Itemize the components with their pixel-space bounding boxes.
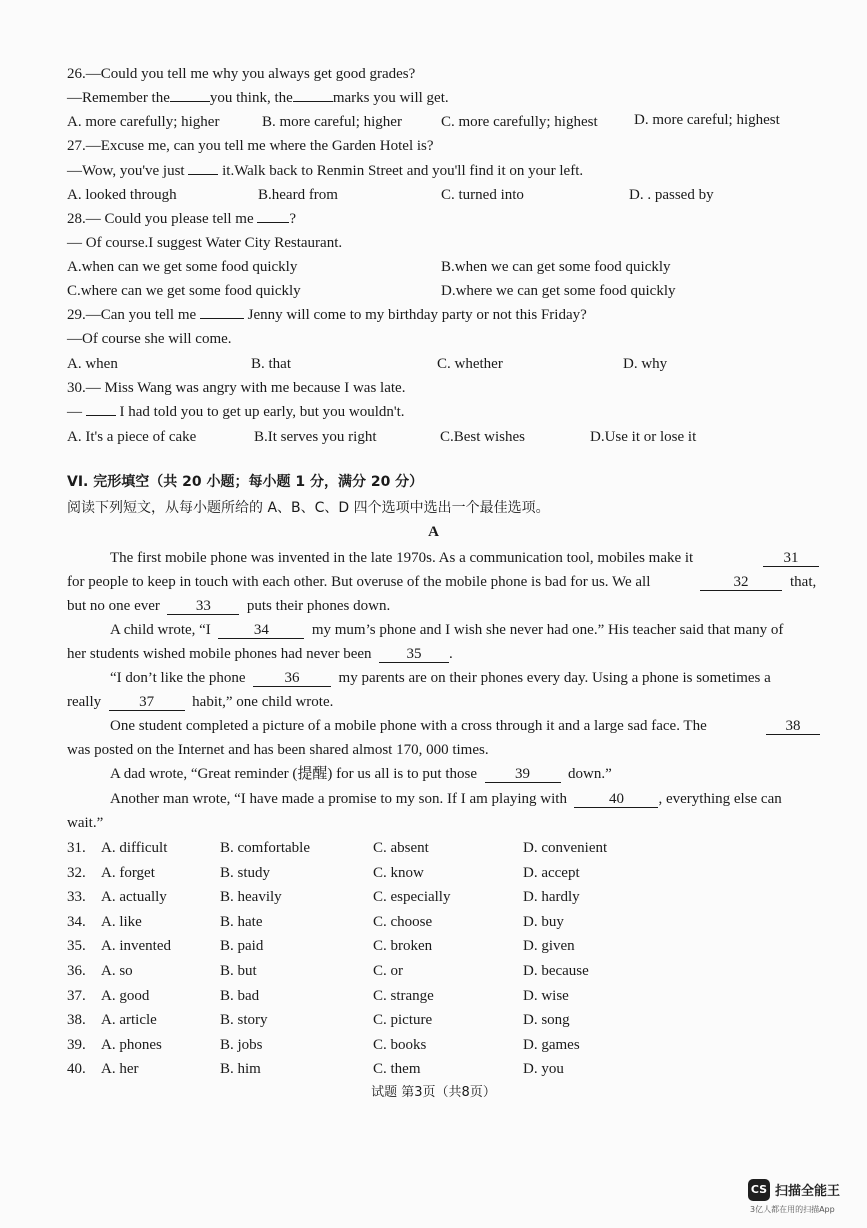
option-row [0,838,867,858]
q30-blank [86,415,116,416]
option-b: B. hate [220,914,263,930]
option-row [0,936,867,956]
option-b: B. study [220,865,271,881]
blank-33: 33 [167,598,239,615]
option-b: B. story [220,1012,268,1028]
option-d: D. song [523,1012,570,1028]
option-a: A. invented [101,938,171,954]
option-a: A. good [101,988,150,1004]
option-d: D. you [523,1061,564,1077]
q28-option-c: C.where can we get some food quickly [67,283,301,299]
q30-reply: — I had told you to get up early, but you wouldn't. [67,404,405,420]
passage-line-12: wait.” [67,815,104,831]
passage-label: A [428,524,439,540]
option-c: C. know [373,865,424,881]
option-a: A. article [101,1012,157,1028]
option-b: B. him [220,1061,261,1077]
passage-line-11: Another man wrote, “I have made a promise to my son. If I am playing with 40 , everything else can [110,791,782,807]
option-d: D. games [523,1037,580,1053]
q30-stem: 30.— Miss Wang was angry with me because I was late. [67,380,406,396]
question-number: 40. [67,1061,86,1077]
option-d: D. wise [523,988,569,1004]
passage-line-2-end: that, [790,574,817,590]
q27-option-d: D. . passed by [629,187,714,203]
option-c: C. or [373,963,403,979]
option-a: A. so [101,963,133,979]
q30-option-d: D.Use it or lose it [590,429,697,445]
blank-32: 32 [700,572,782,592]
q27-reply: —Wow, you've just it.Walk back to Renmin Street and you'll find it on your left. [67,163,584,179]
question-number: 37. [67,988,86,1004]
option-b: B. paid [220,938,264,954]
passage-line-8: One student completed a picture of a mobile phone with a cross through it and a large sad face. The [110,718,707,734]
blank-31: 31 [763,548,819,568]
passage-line-5: her students wished mobile phones had never been 35 . [67,646,453,662]
question-number: 39. [67,1037,86,1053]
option-c: C. picture [373,1012,433,1028]
option-c: C. them [373,1061,421,1077]
blank-35: 35 [379,646,449,663]
q27-option-b: B.heard from [258,187,338,203]
option-a: A. difficult [101,840,168,856]
q28-blank [257,222,289,223]
option-b: B. comfortable [220,840,310,856]
q26-stem: 26.—Could you tell me why you always get good grades? [67,66,416,82]
question-number: 36. [67,963,86,979]
q28-option-b: B.when we can get some food quickly [441,259,671,275]
blank-34: 34 [218,622,304,639]
option-a: A. actually [101,889,167,905]
q29-option-d: D. why [623,356,668,372]
q27-option-a: A. looked through [67,187,177,203]
option-c: C. books [373,1037,427,1053]
option-a: A. her [101,1061,139,1077]
option-c: C. especially [373,889,451,905]
q29-option-b: B. that [251,356,291,372]
q28-option-d: D.where we can get some food quickly [441,283,676,299]
option-d: D. accept [523,865,580,881]
q29-reply: —Of course she will come. [67,331,232,347]
q26-option-d: D. more careful; highest [634,112,780,128]
option-row [0,863,867,883]
q26-option-c: C. more carefully; highest [441,114,598,130]
q29-option-a: A. when [67,356,118,372]
q28-reply: — Of course.I suggest Water City Restaurant. [67,235,343,251]
q29-blank [200,318,244,319]
question-number: 34. [67,914,86,930]
q30-option-b: B.It serves you right [254,429,377,445]
option-d: D. hardly [523,889,580,905]
q29-option-c: C. whether [437,356,503,372]
blank-37: 37 [109,694,185,711]
question-number: 33. [67,889,86,905]
camscanner-tagline: 3亿人都在用的扫描App [750,1205,835,1214]
option-d: D. buy [523,914,564,930]
option-row [0,1059,867,1079]
question-number: 31. [67,840,86,856]
option-b: B. but [220,963,257,979]
option-d: D. convenient [523,840,608,856]
option-b: B. jobs [220,1037,263,1053]
q30-option-c: C.Best wishes [440,429,526,445]
passage-line-7: really 37 habit,” one child wrote. [67,694,334,710]
question-number: 32. [67,865,86,881]
q27-option-c: C. turned into [441,187,524,203]
option-a: A. like [101,914,142,930]
option-d: D. given [523,938,575,954]
option-c: C. strange [373,988,434,1004]
option-c: C. broken [373,938,433,954]
option-row [0,887,867,907]
blank-36: 36 [253,670,331,687]
option-row [0,1010,867,1030]
option-d: D. because [523,963,589,979]
q26-blank-2 [293,101,333,102]
q27-stem: 27.—Excuse me, can you tell me where the Garden Hotel is? [67,138,434,154]
q27-blank [188,174,218,175]
passage-line-10: A dad wrote, “Great reminder (提醒) for us all is to put those 39 down.” [110,766,612,782]
q26-option-a: A. more carefully; higher [67,114,220,130]
passage-line-6: “I don’t like the phone 36 my parents are on their phones every day. Using a phone is sometimes a [110,670,771,686]
passage-line-2: for people to keep in touch with each other. But overuse of the mobile phone is bad for us. We all [67,574,651,590]
option-c: C. absent [373,840,429,856]
option-c: C. choose [373,914,433,930]
passage-line-4: A child wrote, “I 34 my mum’s phone and I wish she never had one.” His teacher said that many of [110,622,784,638]
passage-line-1: The first mobile phone was invented in the late 1970s. As a communication tool, mobiles make it [110,550,694,566]
q28-option-a: A.when can we get some food quickly [67,259,298,275]
option-row [0,961,867,981]
question-number: 35. [67,938,86,954]
page-footer: 试题 第3页（共8页） [371,1085,496,1100]
passage-line-9: was posted on the Internet and has been shared almost 170, 000 times. [67,742,489,758]
blank-40: 40 [574,791,658,808]
camscanner-logo: CS [748,1179,770,1201]
option-row [0,912,867,932]
option-a: A. phones [101,1037,162,1053]
question-number: 38. [67,1012,86,1028]
option-b: B. heavily [220,889,282,905]
option-row [0,1035,867,1055]
q28-stem: 28.— Could you please tell me ? [67,211,297,227]
section-title: VI. 完形填空（共 20 小题；每小题 1 分，满分 20 分） [67,474,424,490]
blank-39: 39 [485,766,561,783]
option-a: A. forget [101,865,155,881]
q26-reply: —Remember the you think, the marks you will get. [67,90,449,106]
passage-line-3: but no one ever 33 puts their phones down. [67,598,391,614]
option-row [0,986,867,1006]
blank-38: 38 [766,716,820,736]
section-instruction: 阅读下列短文，从每小题所给的 A、B、C、D 四个选项中选出一个最佳选项。 [67,500,550,516]
q26-option-b: B. more careful; higher [262,114,402,130]
option-b: B. bad [220,988,260,1004]
q30-option-a: A. It's a piece of cake [67,429,197,445]
q26-blank-1 [170,101,210,102]
q29-stem: 29.—Can you tell me Jenny will come to my birthday party or not this Friday? [67,307,587,323]
camscanner-brand: 扫描全能王 [775,1184,841,1199]
